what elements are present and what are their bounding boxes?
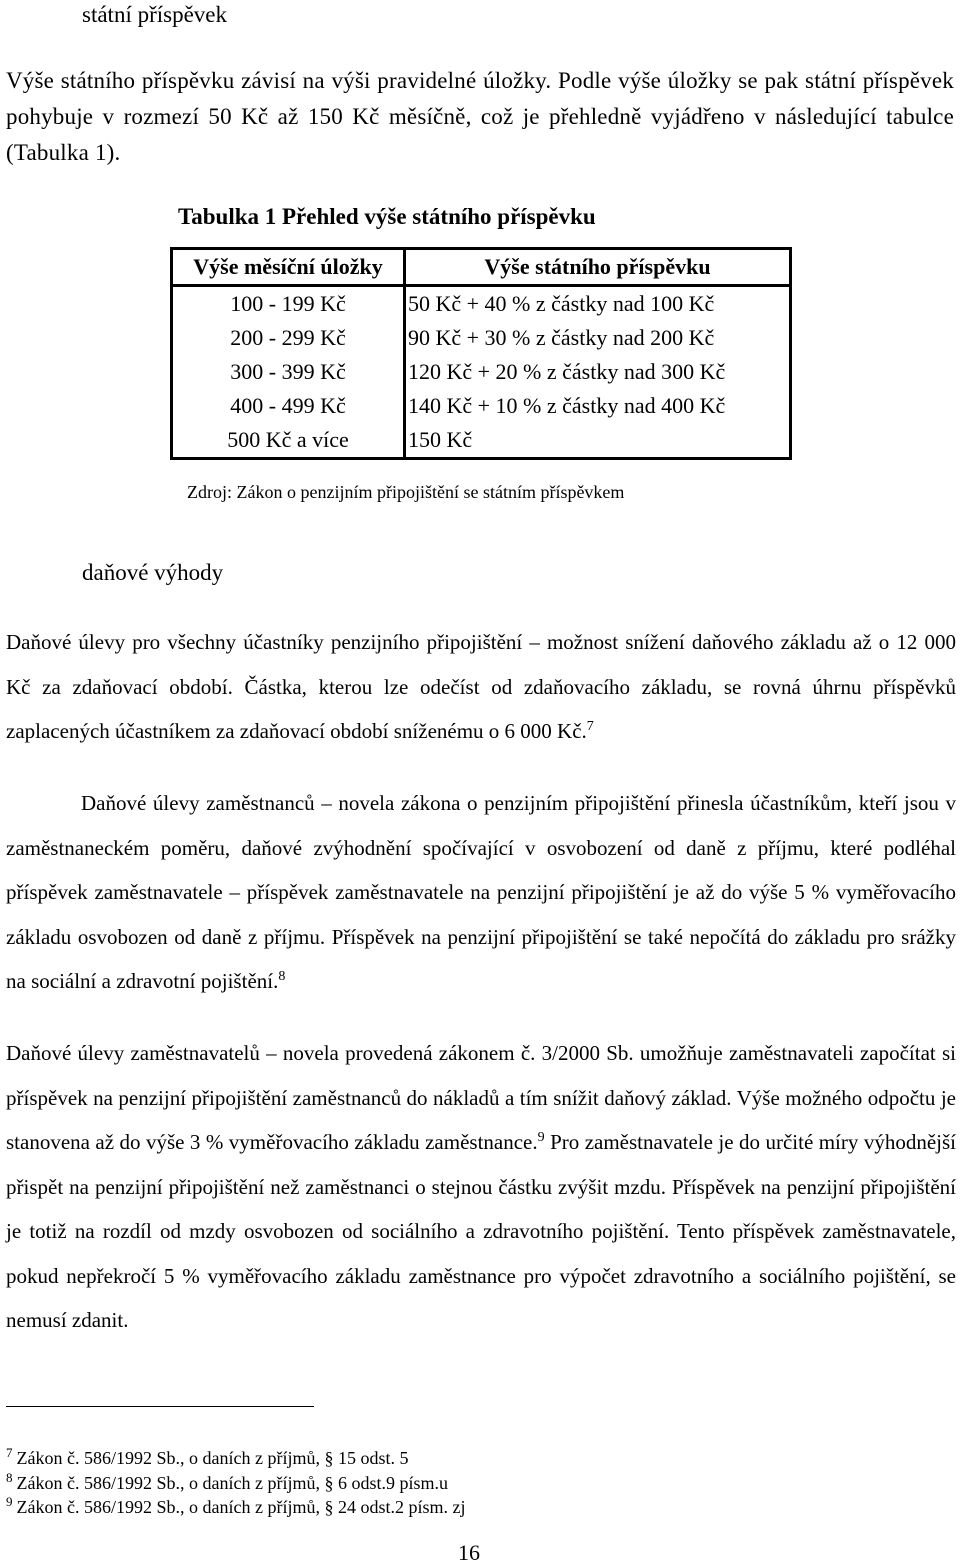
column-header-monthly-deposit: Výše měsíční úložky — [172, 249, 405, 286]
paragraph-text: Daňové úlevy zaměstnavatelů – novela provedená zákonem č. 3/2000 Sb. umožňuje zaměstnavateli započítat si příspěvek na penzijní připojištění zaměstnanců do nákladů a tím snížit daňový základ. Výše možného odpočtu je stanovena až do výše 3 % vyměřovacího základu zaměstnance. — [6, 1041, 956, 1154]
table-row — [172, 355, 791, 389]
table-caption: Tabulka 1 Přehled výše státního příspěvku — [178, 204, 596, 229]
table-row — [172, 423, 791, 459]
footnote-number: 9 — [6, 1494, 13, 1509]
footnote — [6, 1445, 409, 1469]
footnote-text: Zákon č. 586/1992 Sb., o daních z příjmů, § 15 odst. 5 — [16, 1448, 409, 1468]
footnote-separator — [6, 1406, 314, 1407]
footnote-ref: 8 — [278, 969, 286, 984]
contribution-table — [170, 247, 792, 460]
tax-relief-all-participants-paragraph — [6, 620, 956, 754]
paragraph-text: Daňové úlevy zaměstnanců – novela zákona o penzijním připojištění přinesla účastníkům, kteří jsou v zaměstnaneckém poměru, daňové zvýhodnění spočívající v osvobození od daně z příjmu, které podléhal příspěvek zaměstnavatele – příspěvek zaměstnavatele na penzijní připojištění je až do výše 5 % vyměřovacího základu osvobozen od daně z příjmu. Příspěvek na penzijní připojištění se také nepočítá do základu pro srážky na sociální a zdravotní pojištění. — [6, 791, 956, 993]
footnote-number: 7 — [6, 1445, 13, 1460]
table-row — [172, 286, 791, 322]
footnote-text: Zákon č. 586/1992 Sb., o daních z příjmů, § 24 odst.2 písm. zj — [16, 1497, 466, 1517]
footnote-number: 8 — [6, 1470, 13, 1485]
table-source-note: Zdroj: Zákon o penzijním připojištění se státním příspěvkem — [187, 482, 625, 502]
table-cell: 300 - 399 Kč — [172, 355, 405, 389]
table-cell: 400 - 499 Kč — [172, 389, 405, 423]
table-cell: 500 Kč a více — [172, 423, 405, 459]
footnote-ref: 9 — [537, 1130, 545, 1145]
table-row — [172, 389, 791, 423]
table-header-row — [172, 249, 791, 286]
table-row — [172, 321, 791, 355]
table-cell: 150 Kč — [408, 427, 473, 452]
tax-relief-employers-paragraph — [6, 1031, 956, 1343]
section-heading-tax-benefits: daňové výhody — [82, 560, 224, 585]
table-cell: 120 Kč + 20 % z částky nad 300 Kč — [408, 359, 726, 384]
column-header-state-contribution: Výše státního příspěvku — [405, 249, 791, 286]
intro-paragraph: Výše státního příspěvku závisí na výši pravidelné úložky. Podle výše úložky se pak státní příspěvek pohybuje v rozmezí 50 Kč až 150 Kč měsíčně, což je přehledně vyjádřeno v následující tabulce (Tabulka 1). — [6, 68, 954, 165]
footnote-ref: 7 — [586, 719, 594, 734]
paragraph-text: Pro zaměstnavatele je do určité míry výhodnější přispět na penzijní připojištění než zaměstnanci o stejnou částku zvýšit mzdu. Příspěvek na penzijní připojištění je totiž na rozdíl od mzdy osvobozen od sociálního a zdravotního pojištění. Tento příspěvek zaměstnavatele, pokud nepřekročí 5 % vyměřovacího základu zaměstnance pro výpočet zdravotního a sociálního pojištění, se nemusí zdanit. — [6, 1130, 956, 1332]
page-number: 16 — [458, 1540, 480, 1565]
table-cell: 100 - 199 Kč — [172, 286, 405, 322]
paragraph-text: Daňové úlevy pro všechny účastníky penzijního připojištění – možnost snížení daňového základu až o 12 000 Kč za zdaňovací období. Částka, kterou lze odečíst od zdaňovacího základu, se rovná úhrnu příspěvků zaplacených účastníkem za zdaňovací období sníženému o 6 000 Kč. — [6, 630, 956, 743]
table-cell: 140 Kč + 10 % z částky nad 400 Kč — [408, 393, 726, 418]
footnote-text: Zákon č. 586/1992 Sb., o daních z příjmů, § 6 odst.9 písm.u — [16, 1473, 448, 1493]
footnote — [6, 1470, 448, 1494]
table-cell: 50 Kč + 40 % z částky nad 100 Kč — [408, 291, 715, 316]
tax-relief-employees-paragraph — [6, 781, 956, 1004]
section-heading-state-contribution: státní příspěvek — [82, 2, 227, 27]
table-cell: 200 - 299 Kč — [172, 321, 405, 355]
footnote — [6, 1494, 466, 1518]
table-cell: 90 Kč + 30 % z částky nad 200 Kč — [408, 325, 715, 350]
